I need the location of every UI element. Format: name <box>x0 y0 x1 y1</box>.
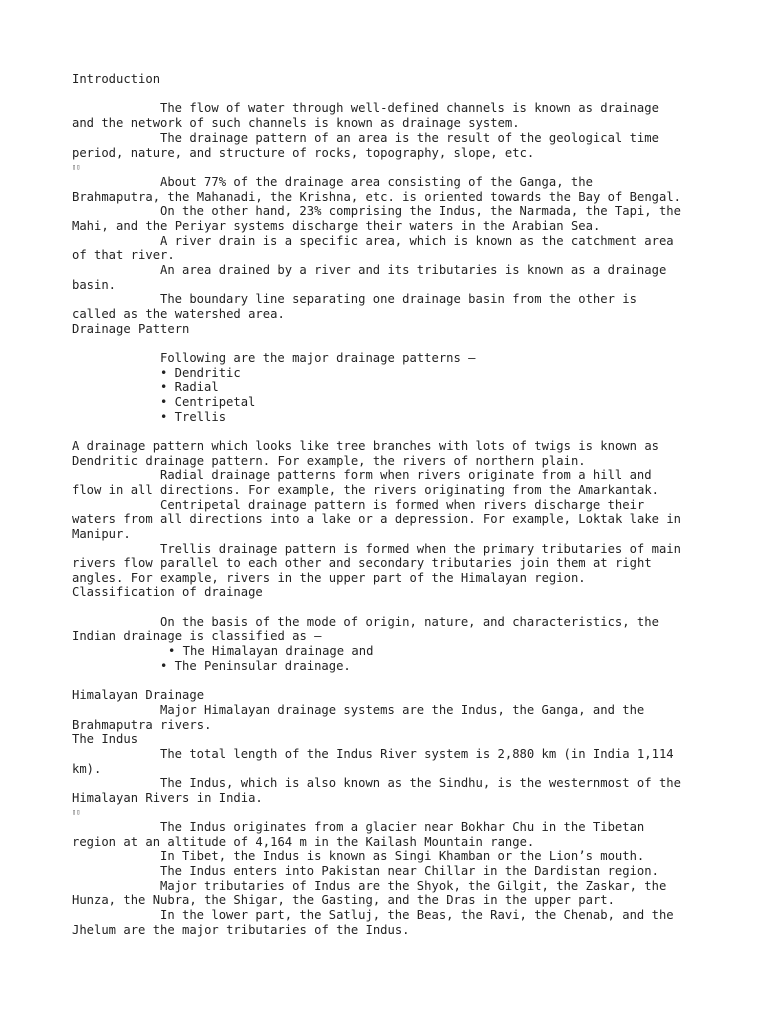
paragraph-line: Dendritic drainage pattern. For example, the rivers of northern plain. <box>72 454 586 468</box>
paragraph-line: The Indus enters into Pakistan near Chillar in the Dardistan region. <box>160 864 659 878</box>
list-item: • Centripetal <box>160 395 256 409</box>
paragraph-line: Major Himalayan drainage systems are the Indus, the Ganga, and the <box>160 703 645 717</box>
paragraph-line: About 77% of the drainage area consisting of the Ganga, the <box>160 175 593 189</box>
paragraph-line: Himalayan Rivers in India. <box>72 791 263 805</box>
paragraph-line: In Tibet, the Indus is known as Singi Khamban or the Lion’s mouth. <box>160 849 645 863</box>
heading-classification: Classification of drainage <box>72 585 263 599</box>
paragraph-line: Radial drainage patterns form when rivers originate from a hill and <box>160 468 652 482</box>
paragraph-line: The drainage pattern of an area is the result of the geological time <box>160 131 659 145</box>
list-item: • The Himalayan drainage and <box>168 644 374 658</box>
paragraph-line: Indian drainage is classified as – <box>72 629 322 643</box>
heading-the-indus: The Indus <box>72 732 139 746</box>
paragraph-line: A drainage pattern which looks like tree branches with lots of twigs is known as <box>72 439 659 453</box>
paragraph-line: Brahmaputra rivers. <box>72 718 212 732</box>
paragraph-line: km). <box>72 762 102 776</box>
paragraph-line: An area drained by a river and its tributaries is known as a drainage <box>160 263 667 277</box>
paragraph-line: Mahi, and the Periyar systems discharge their waters in the Arabian Sea. <box>72 219 601 233</box>
paragraph-line: flow in all directions. For example, the rivers originating from the Amarkantak. <box>72 483 659 497</box>
paragraph-line: Centripetal drainage pattern is formed when rivers discharge their <box>160 498 645 512</box>
heading-himalayan-drainage: Himalayan Drainage <box>72 688 205 702</box>
list-item: • Trellis <box>160 410 227 424</box>
list-item: • Dendritic <box>160 366 241 380</box>
paragraph-line: Brahmaputra, the Mahanadi, the Krishna, etc. is oriented towards the Bay of Bengal. <box>72 190 682 204</box>
paragraph-line: In the lower part, the Satluj, the Beas, the Ravi, the Chenab, and the <box>160 908 674 922</box>
paragraph-line: The Indus originates from a glacier near Bokhar Chu in the Tibetan <box>160 820 645 834</box>
paragraph-line: and the network of such channels is known as drainage system. <box>72 116 520 130</box>
paragraph-line: period, nature, and structure of rocks, topography, slope, etc. <box>72 146 535 160</box>
paragraph-line: basin. <box>72 278 117 292</box>
paragraph-line: Following are the major drainage patterns – <box>160 351 476 365</box>
missing-glyph: ▯▯ <box>72 163 81 171</box>
paragraph-line: rivers flow parallel to each other and secondary tributaries join them at right <box>72 556 652 570</box>
paragraph-line: of that river. <box>72 248 175 262</box>
paragraph-line: Jhelum are the major tributaries of the Indus. <box>72 923 410 937</box>
paragraph-line: angles. For example, rivers in the upper part of the Himalayan region. <box>72 571 586 585</box>
paragraph-line: Hunza, the Nubra, the Shigar, the Gasting, and the Dras in the upper part. <box>72 893 615 907</box>
list-item: • Radial <box>160 380 219 394</box>
paragraph-line: Manipur. <box>72 527 131 541</box>
list-item: • The Peninsular drainage. <box>160 659 351 673</box>
paragraph-line: Trellis drainage pattern is formed when the primary tributaries of main <box>160 542 681 556</box>
paragraph-line: On the other hand, 23% comprising the Indus, the Narmada, the Tapi, the <box>160 204 681 218</box>
paragraph-line: On the basis of the mode of origin, nature, and characteristics, the <box>160 615 659 629</box>
heading-drainage-pattern: Drainage Pattern <box>72 322 190 336</box>
paragraph-line: The boundary line separating one drainage basin from the other is <box>160 292 637 306</box>
missing-glyph: ▯▯ <box>72 808 81 816</box>
heading-introduction: Introduction <box>72 72 161 86</box>
paragraph-line: called as the watershed area. <box>72 307 285 321</box>
paragraph-line: The total length of the Indus River system is 2,880 km (in India 1,114 <box>160 747 674 761</box>
paragraph-line: Major tributaries of Indus are the Shyok, the Gilgit, the Zaskar, the <box>160 879 667 893</box>
paragraph-line: The Indus, which is also known as the Sindhu, is the westernmost of the <box>160 776 681 790</box>
paragraph-line: waters from all directions into a lake or a depression. For example, Loktak lake in <box>72 512 682 526</box>
paragraph-line: region at an altitude of 4,164 m in the Kailash Mountain range. <box>72 835 535 849</box>
paragraph-line: A river drain is a specific area, which is known as the catchment area <box>160 234 674 248</box>
paragraph-line: The flow of water through well-defined channels is known as drainage <box>160 101 659 115</box>
